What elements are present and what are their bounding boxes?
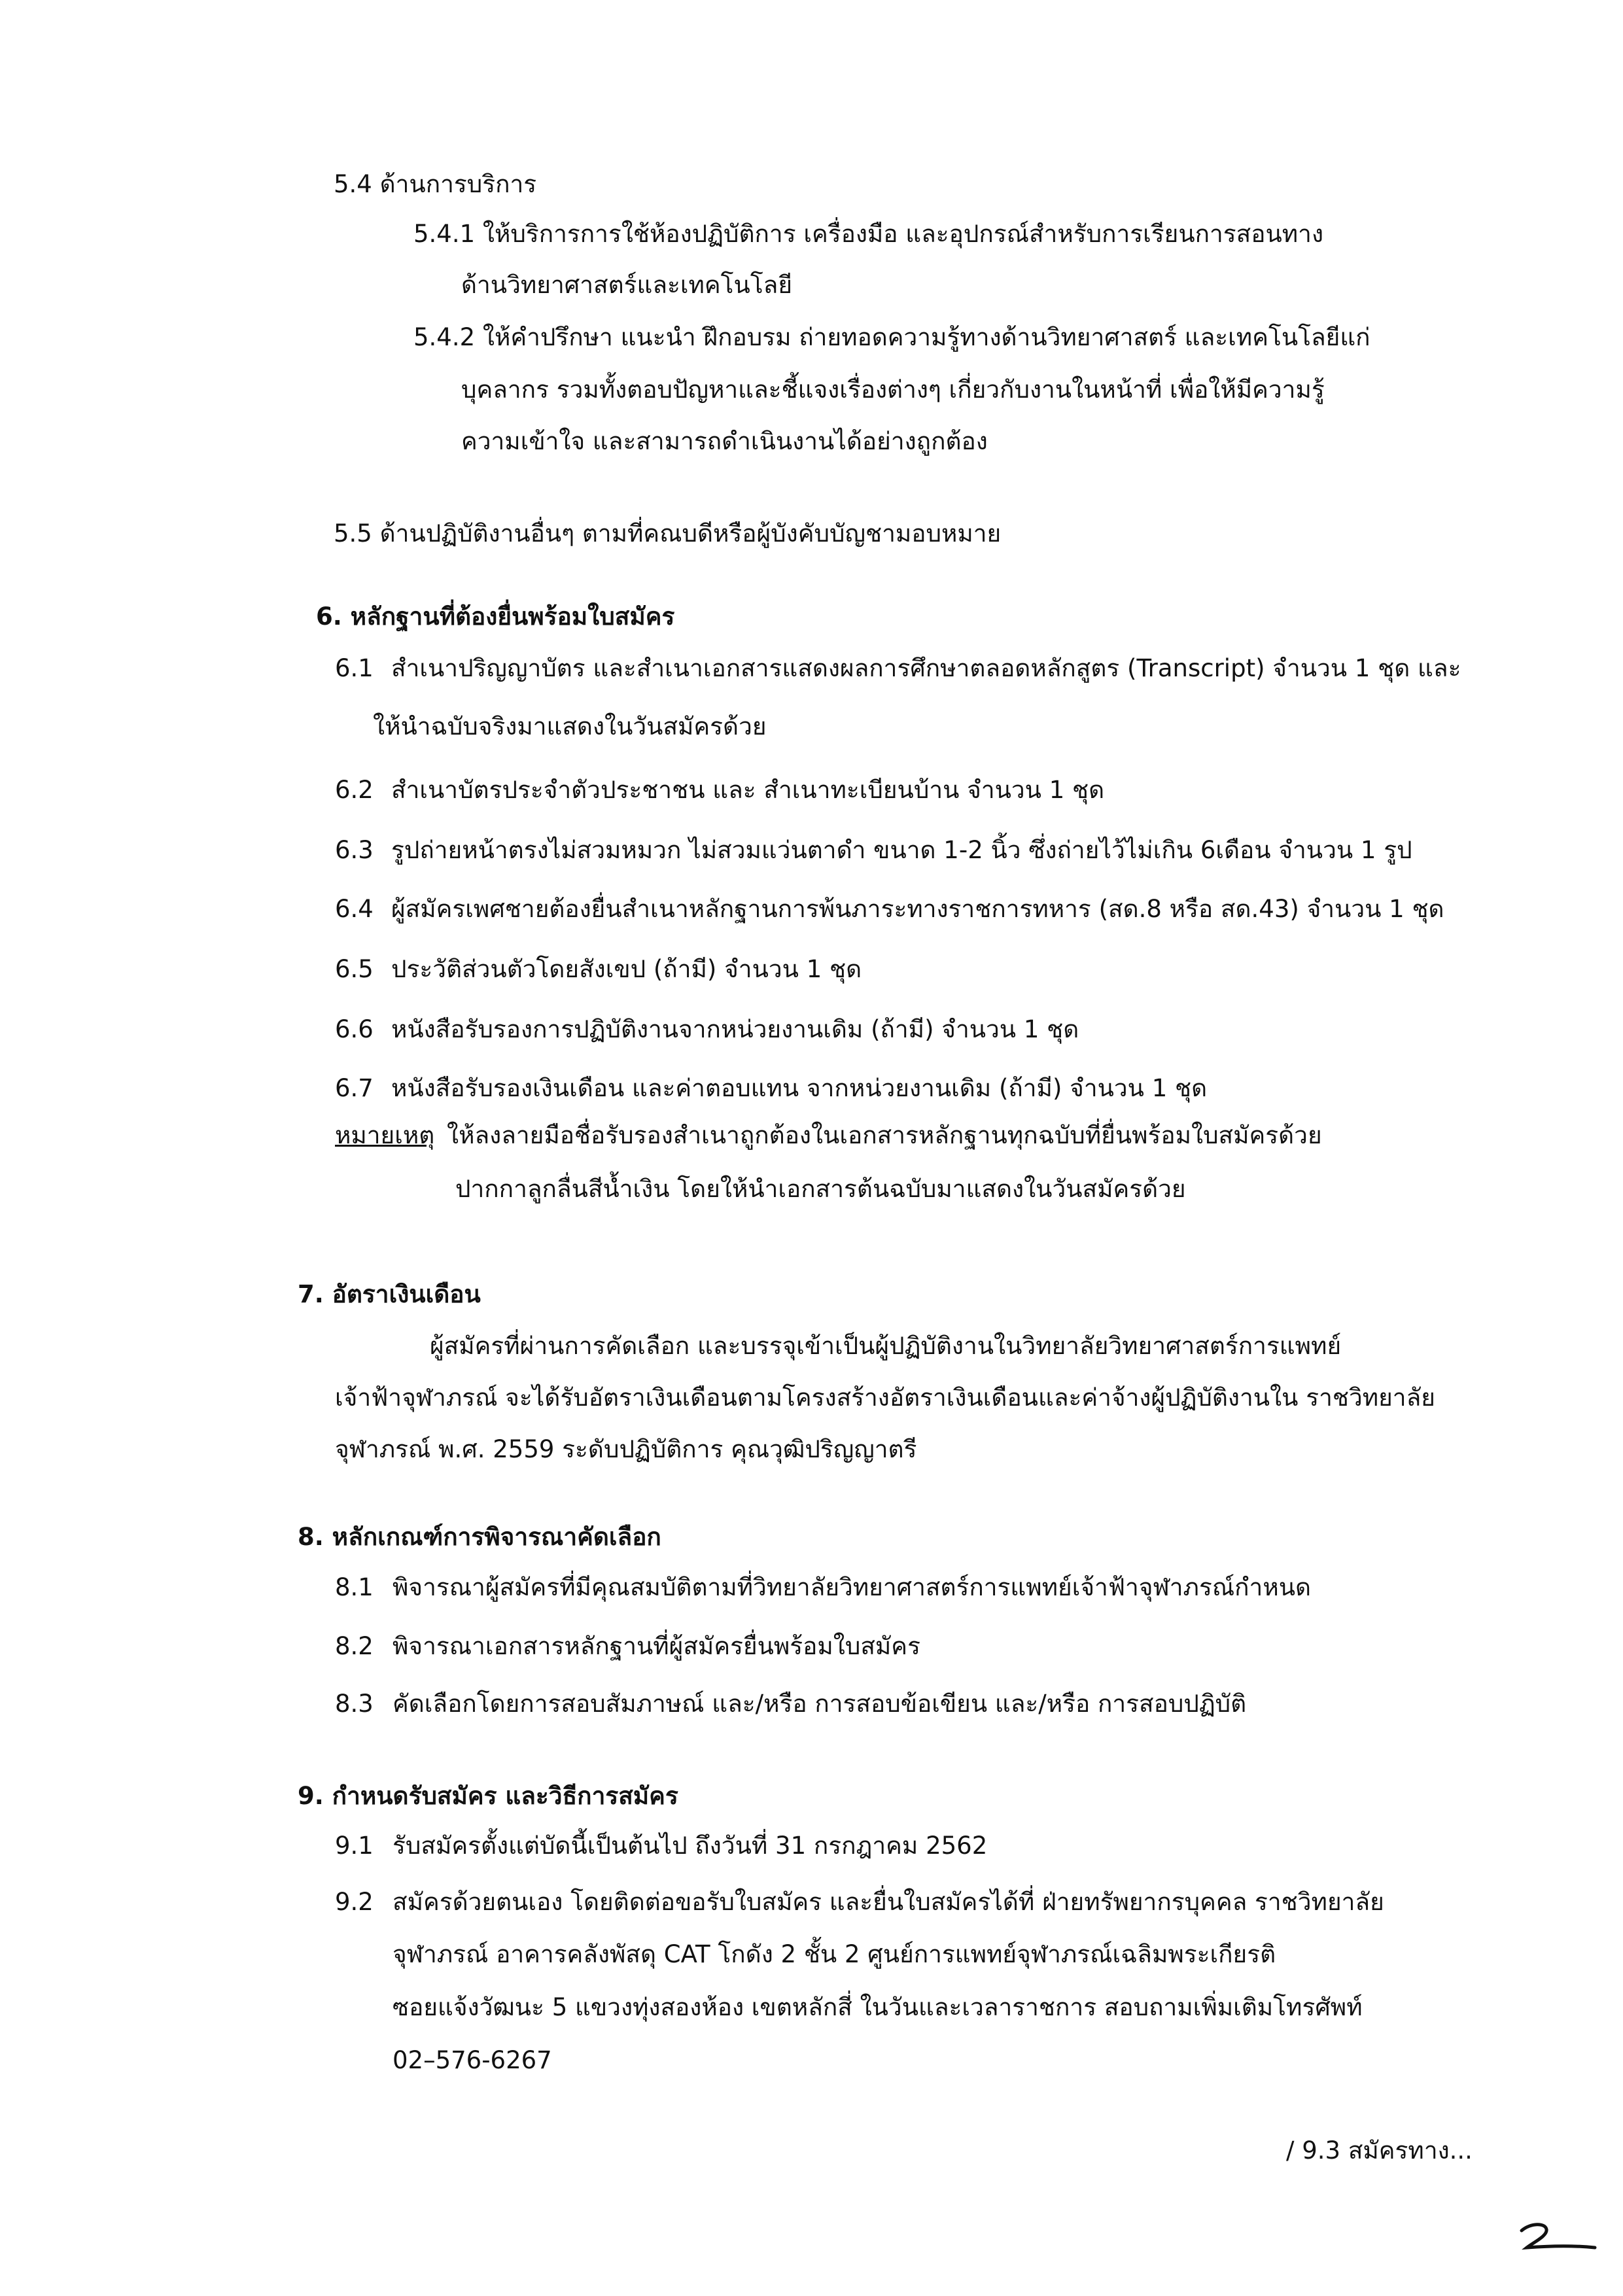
item-6-7-text: หนังสือรับรองเงินเดือน และค่าตอบแทน จากหน่วยงานเดิม (ถ้ามี) จำนวน 1 ชุด — [391, 1074, 1208, 1102]
item-6-6-text: หนังสือรับรองการปฏิบัติงานจากหน่วยงานเดิม (ถ้ามี) จำนวน 1 ชุด — [391, 1015, 1079, 1043]
item-9-2-phone: 02–576-6267 — [393, 2046, 552, 2074]
item-5-4-1: 5.4.1 ให้บริการการใช้ห้องปฏิบัติการ เครื่องมือ และอุปกรณ์สำหรับการเรียนการสอนทาง — [413, 220, 1324, 248]
note-text: ให้ลงลายมือชื่อรับรองสำเนาถูกต้องในเอกสารหลักฐานทุกฉบับที่ยื่นพร้อมใบสมัครด้วย — [447, 1121, 1322, 1149]
item-6-1-cont: ให้นำฉบับจริงมาแสดงในวันสมัครด้วย — [373, 712, 767, 740]
item-8-3-text: คัดเลือกโดยการสอบสัมภาษณ์ และ/หรือ การสอบข้อเขียน และ/หรือ การสอบปฏิบัติ — [393, 1690, 1247, 1718]
section-7-heading: 7. อัตราเงินเดือน — [298, 1280, 481, 1308]
item-9-2-line-2: จุฬาภรณ์ อาคารคลังพัสดุ CAT โกดัง 2 ชั้น 2 ศูนย์การแพทย์จุฬาภรณ์เฉลิมพระเกียรติ — [393, 1940, 1276, 1968]
item-6-1-number: 6.1 — [335, 654, 374, 682]
item-6-6-number: 6.6 — [335, 1015, 374, 1043]
item-6-1-text: สำเนาปริญญาบัตร และสำเนาเอกสารแสดงผลการศึกษาตลอดหลักสูตร (Transcript) จำนวน 1 ชุด และ — [391, 654, 1461, 682]
item-8-1-text: พิจารณาผู้สมัครที่มีคุณสมบัติตามที่วิทยาลัยวิทยาศาสตร์การแพทย์เจ้าฟ้าจุฬาภรณ์กำหนด — [393, 1573, 1312, 1601]
item-6-4-text: ผู้สมัครเพศชายต้องยื่นสำเนาหลักฐานการพ้นภาระทางราชการทหาร (สด.8 หรือ สด.43) จำนวน 1 ชุด — [391, 895, 1444, 923]
section-7-para-line-1: ผู้สมัครที่ผ่านการคัดเลือก และบรรจุเข้าเป็นผู้ปฏิบัติงานในวิทยาลัยวิทยาศาสตร์การแพทย์ — [430, 1332, 1342, 1360]
item-9-2-number: 9.2 — [335, 1888, 374, 1916]
section-7-para-line-2: เจ้าฟ้าจุฬาภรณ์ จะได้รับอัตราเงินเดือนตามโครงสร้างอัตราเงินเดือนและค่าจ้างผู้ปฏิบัติงานใน ราชวิทยาลัย — [335, 1383, 1435, 1412]
item-6-5-number: 6.5 — [335, 955, 374, 983]
page-continuation: / 9.3 สมัครทาง... — [1286, 2136, 1473, 2165]
section-8-heading: 8. หลักเกณฑ์การพิจารณาคัดเลือก — [298, 1523, 661, 1551]
item-5-4-2-cont-1: บุคลากร รวมทั้งตอบปัญหาและชี้แจงเรื่องต่างๆ เกี่ยวกับงานในหน้าที่ เพื่อให้มีความรู้ — [461, 375, 1325, 404]
note-label: หมายเหตุ — [335, 1121, 435, 1149]
item-6-4-number: 6.4 — [335, 895, 374, 923]
item-9-1-number: 9.1 — [335, 1832, 374, 1860]
note-cont: ปากกาลูกลื่นสีน้ำเงิน โดยให้นำเอกสารต้นฉบับมาแสดงในวันสมัครด้วย — [455, 1175, 1186, 1203]
item-9-1-text: รับสมัครตั้งแต่บัดนี้เป็นต้นไป ถึงวันที่ 31 กรกฎาคม 2562 — [393, 1832, 988, 1860]
item-5-4-2: 5.4.2 ให้คำปรึกษา แนะนำ ฝึกอบรม ถ่ายทอดความรู้ทางด้านวิทยาศาสตร์ และเทคโนโลยีแก่ — [413, 323, 1370, 351]
section-6-heading: 6. หลักฐานที่ต้องยื่นพร้อมใบสมัคร — [316, 602, 675, 631]
item-6-2-number: 6.2 — [335, 776, 374, 804]
section-9-heading: 9. กำหนดรับสมัคร และวิธีการสมัคร — [298, 1782, 678, 1810]
item-6-5-text: ประวัติส่วนตัวโดยสังเขป (ถ้ามี) จำนวน 1 ชุด — [391, 955, 862, 983]
item-8-2-number: 8.2 — [335, 1632, 374, 1660]
item-8-1-number: 8.1 — [335, 1573, 374, 1601]
item-5-4-1-cont: ด้านวิทยาศาสตร์และเทคโนโลยี — [461, 271, 793, 299]
section-7-para-line-3: จุฬาภรณ์ พ.ศ. 2559 ระดับปฏิบัติการ คุณวุฒิปริญญาตรี — [335, 1435, 917, 1463]
section-5-5: 5.5 ด้านปฏิบัติงานอื่นๆ ตามที่คณบดีหรือผู้บังคับบัญชามอบหมาย — [334, 519, 1002, 548]
item-6-3-text: รูปถ่ายหน้าตรงไม่สวมหมวก ไม่สวมแว่นตาดำ ขนาด 1-2 นิ้ว ซึ่งถ่ายไว้ไม่เกิน 6เดือน จำนวน 1 รูป — [391, 836, 1412, 864]
item-9-2-line-3: ซอยแจ้งวัฒนะ 5 แขวงทุ่งสองห้อง เขตหลักสี่ ในวันและเวลาราชการ สอบถามเพิ่มเติมโทรศัพท์ — [393, 1993, 1363, 2021]
item-6-2-text: สำเนาบัตรประจำตัวประชาชน และ สำเนาทะเบียนบ้าน จำนวน 1 ชุด — [391, 776, 1105, 804]
item-9-2-line-1: สมัครด้วยตนเอง โดยติดต่อขอรับใบสมัคร และยื่นใบสมัครได้ที่ ฝ่ายทรัพยากรบุคคล ราชวิทยาลัย — [393, 1888, 1384, 1916]
item-5-4-2-cont-2: ความเข้าใจ และสามารถดำเนินงานได้อย่างถูกต้อง — [461, 427, 988, 455]
item-8-3-number: 8.3 — [335, 1690, 374, 1718]
item-6-7-number: 6.7 — [335, 1074, 374, 1102]
item-8-2-text: พิจารณาเอกสารหลักฐานที่ผู้สมัครยื่นพร้อมใบสมัคร — [393, 1632, 920, 1660]
item-6-3-number: 6.3 — [335, 836, 374, 864]
handwritten-mark — [1518, 2219, 1609, 2258]
section-5-4-heading: 5.4 ด้านการบริการ — [334, 170, 537, 198]
